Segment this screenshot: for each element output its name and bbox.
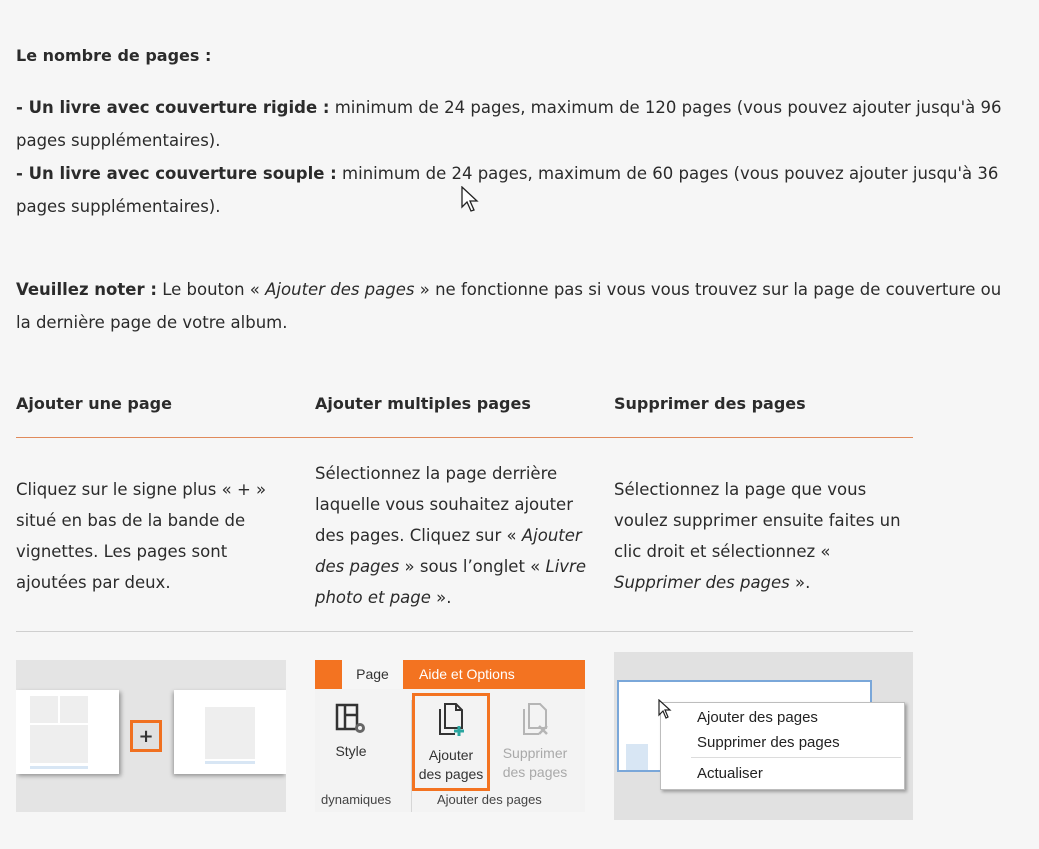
- page-limits-paragraph: [16, 91, 1016, 223]
- thumbnail-strip-screenshot: [16, 660, 286, 812]
- group-label-add-pages: Ajouter des pages: [437, 792, 542, 807]
- pointer-cursor-icon: [658, 699, 674, 721]
- note-italic: Ajouter des pages: [265, 280, 415, 299]
- add-pages-button[interactable]: Ajouter des pages: [412, 693, 490, 791]
- menu-item-add-pages[interactable]: Ajouter des pages: [697, 709, 818, 726]
- hardcover-label: - Un livre avec couverture rigide :: [16, 98, 330, 117]
- page-count-heading: Le nombre de pages :: [16, 46, 212, 65]
- softcover-label: - Un livre avec couverture souple :: [16, 164, 337, 183]
- note-label: Veuillez noter :: [16, 280, 157, 299]
- ribbon-tab-row: [315, 660, 585, 689]
- col-delete-pages-title: Supprimer des pages: [614, 394, 806, 413]
- mouse-cursor-icon: [461, 186, 481, 214]
- content-divider: [16, 631, 913, 632]
- plus-icon: +: [138, 725, 154, 747]
- col-add-page-text: Cliquez sur le signe plus « + » situé en bas de la bande de vignettes. Les pages sont ajoutées par deux.: [16, 480, 267, 592]
- delete-pages-icon: [519, 702, 551, 738]
- col-add-page-title: Ajouter une page: [16, 394, 172, 413]
- tab-help-options[interactable]: Aide et Options: [419, 666, 515, 682]
- add-page-plus-button[interactable]: [130, 720, 162, 752]
- col-add-multiple-title: Ajouter multiples pages: [315, 394, 531, 413]
- style-button[interactable]: Style: [323, 702, 379, 761]
- add-pages-icon: [435, 702, 467, 738]
- col-add-multiple-text: Sélectionnez la page derrière laquelle vous souhaitez ajouter des pages. Cliquez sur « Ajouter des pages » sous l’onglet « Livre photo et page ».: [315, 464, 586, 607]
- softcover-text: minimum de 24 pages, maximum de 60 pages (vous pouvez ajouter jusqu'à 36 pages supplémentaires).: [16, 164, 999, 216]
- delete-pages-button[interactable]: Supprimer des pages: [495, 702, 575, 782]
- group-label-dynamic: dynamiques: [321, 792, 392, 807]
- header-divider: [16, 437, 913, 438]
- col-delete-pages-text: Sélectionnez la page que vous voulez supprimer ensuite faites un clic droit et sélectionnez « Supprimer des pages ».: [614, 480, 901, 592]
- menu-item-refresh[interactable]: Actualiser: [697, 765, 763, 782]
- note-text-2: » ne fonctionne pas si vous vous trouvez sur la page de couverture ou la dernière page de votre album.: [16, 280, 1002, 332]
- hardcover-text: minimum de 24 pages, maximum de 120 pages (vous pouvez ajouter jusqu'à 96 pages supplémentaires).: [16, 98, 1002, 150]
- layout-style-icon: [334, 702, 368, 736]
- tab-page[interactable]: Page: [342, 660, 403, 689]
- note-paragraph: [16, 273, 1016, 339]
- page-placeholder: [626, 744, 648, 770]
- menu-separator: [691, 757, 901, 758]
- ribbon-screenshot: [315, 660, 585, 812]
- menu-item-delete-pages[interactable]: Supprimer des pages: [697, 734, 840, 751]
- thumbnail-left: [16, 690, 119, 774]
- context-menu: [660, 702, 905, 790]
- thumbnail-right: [174, 690, 286, 774]
- note-text-1: Le bouton «: [156, 280, 266, 299]
- context-menu-screenshot: [614, 652, 913, 820]
